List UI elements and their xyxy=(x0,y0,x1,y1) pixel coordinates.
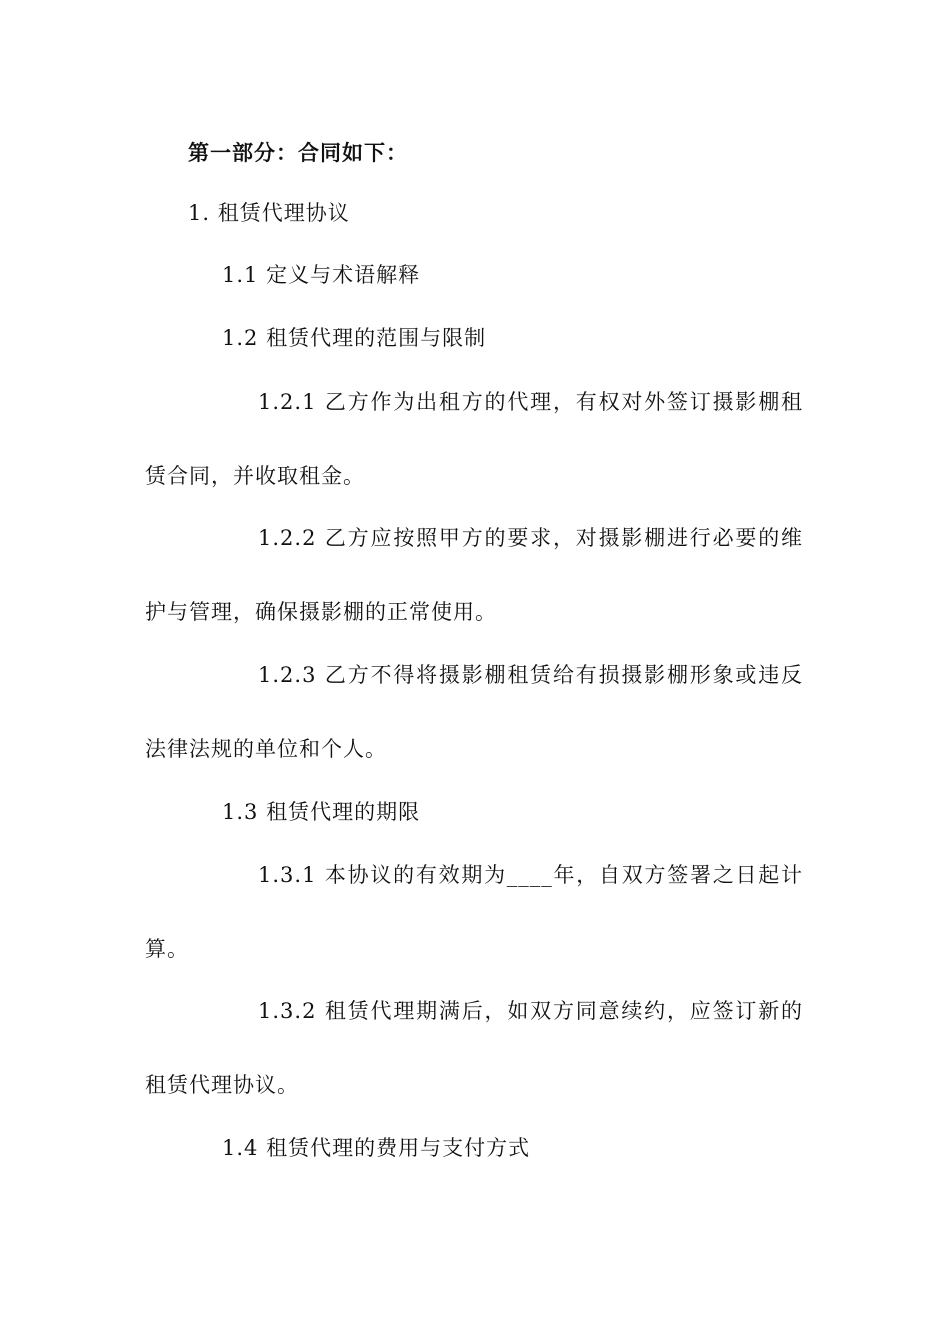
section-1-2-heading: 1.2 租赁代理的范围与限制 xyxy=(222,326,487,350)
part-heading: 第一部分：合同如下： xyxy=(188,141,408,165)
clause-1-3-1-line-1: 1.3.1 本协议的有效期为____年，自双方签署之日起计 xyxy=(258,863,803,887)
section-1-3-heading: 1.3 租赁代理的期限 xyxy=(222,800,421,824)
clause-1-2-3-line-2: 法律法规的单位和个人。 xyxy=(145,737,387,761)
clause-1-2-2-line-1: 1.2.2 乙方应按照甲方的要求，对摄影棚进行必要的维 xyxy=(258,526,803,550)
clause-1-2-1-line-1: 1.2.1 乙方作为出租方的代理，有权对外签订摄影棚租 xyxy=(258,390,803,414)
section-1-4-heading: 1.4 租赁代理的费用与支付方式 xyxy=(222,1136,531,1160)
clause-1-2-3-line-1: 1.2.3 乙方不得将摄影棚租赁给有损摄影棚形象或违反 xyxy=(258,663,803,687)
clause-1-3-1-line-2: 算。 xyxy=(145,937,189,961)
section-1-heading: 1. 租赁代理协议 xyxy=(188,201,350,225)
clause-1-3-2-line-1: 1.3.2 租赁代理期满后，如双方同意续约，应签订新的 xyxy=(258,999,803,1023)
clause-1-3-2-line-2: 租赁代理协议。 xyxy=(145,1073,299,1097)
section-1-1-heading: 1.1 定义与术语解释 xyxy=(222,263,421,287)
clause-1-2-1-line-2: 赁合同，并收取租金。 xyxy=(145,464,365,488)
clause-1-2-2-line-2: 护与管理，确保摄影棚的正常使用。 xyxy=(145,600,497,624)
